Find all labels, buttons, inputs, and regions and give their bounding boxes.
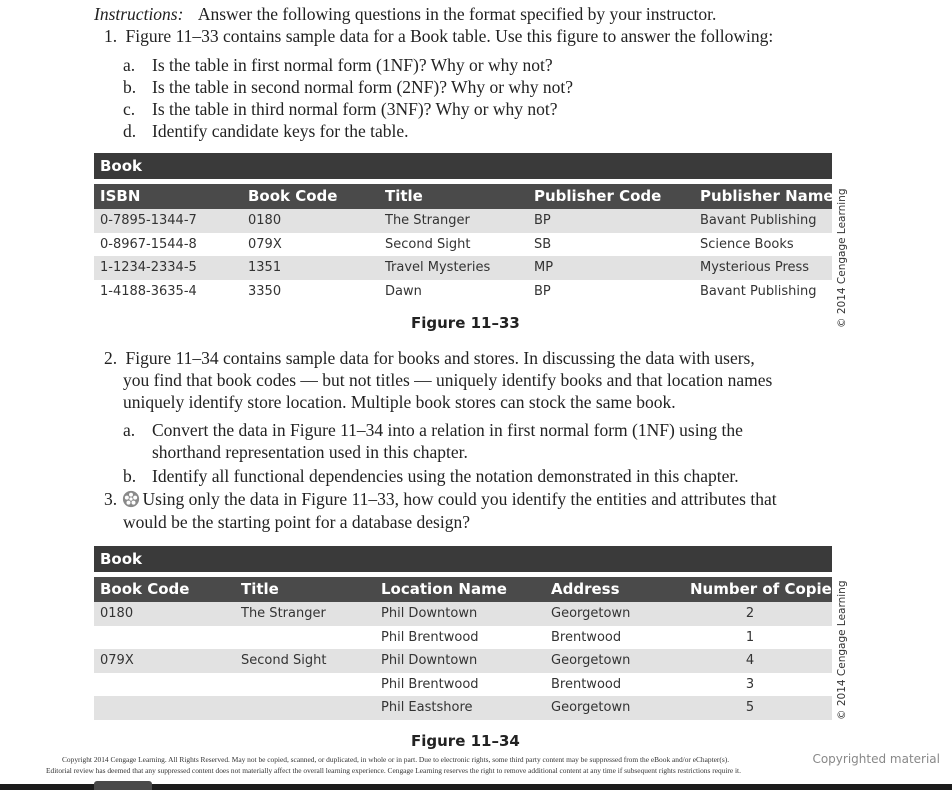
table-title: Book <box>94 153 832 179</box>
figure-caption: Figure 11–34 <box>411 732 520 750</box>
critical-thinking-star-icon <box>122 490 140 508</box>
question-1-item-d <box>123 120 409 142</box>
side-copyright: © 2014 Cengage Learning <box>836 188 848 328</box>
question-2-item-a-line: shorthand representation used in this chapter. <box>152 442 468 462</box>
cell-book-code: 079X <box>100 653 134 668</box>
question-2-item-a <box>123 419 743 441</box>
cell-number-of-copies: 1 <box>745 629 755 645</box>
footer-copyright-line-2: Editorial review has deemed that any suppressed content does not materially affect the overall learning experience. Cengage Learning reserves the right to remove additional content at any time if subsequent rights restrictions require it. <box>46 766 741 775</box>
item-letter: b. <box>123 77 137 97</box>
table-row <box>94 233 832 257</box>
cell-isbn: 0-7895-1344-7 <box>100 213 197 228</box>
table-header-row <box>94 577 841 602</box>
cell-location-name: Phil Downtown <box>381 606 478 621</box>
cell-book-code: 1351 <box>248 260 282 275</box>
cell-title: The Stranger <box>385 213 470 228</box>
cell-number-of-copies: 2 <box>745 606 755 621</box>
question-number: 3. <box>104 489 118 509</box>
cell-isbn: 0-8967-1544-8 <box>100 236 197 252</box>
question-3-line: would be the starting point for a database design? <box>123 512 470 532</box>
cell-address: Georgetown <box>551 700 631 715</box>
cell-publisher-name: Bavant Publishing <box>700 213 817 228</box>
cell-number-of-copies: 3 <box>745 676 755 692</box>
cell-book-code: 0180 <box>248 213 282 228</box>
header-location-name: Location Name <box>381 580 507 598</box>
cell-address: Brentwood <box>551 676 622 692</box>
item-text: Identify all functional dependencies using the notation demonstrated in this chapter. <box>152 466 739 486</box>
cell-title: Second Sight <box>241 653 327 668</box>
header-number-of-copies: Number of Copies <box>690 580 841 598</box>
question-2-line: uniquely identify store location. Multiple book stores can stock the same book. <box>123 392 676 412</box>
question-1 <box>104 25 773 47</box>
header-title: Title <box>241 580 279 598</box>
table-header-row <box>94 184 832 209</box>
table-row <box>94 256 832 280</box>
item-text: Convert the data in Figure 11–34 into a relation in first normal form (1NF) using the <box>152 420 743 440</box>
table-row <box>94 280 832 304</box>
item-text: Is the table in first normal form (1NF)? Why or why not? <box>152 55 553 75</box>
header-book-code: Book Code <box>100 580 190 598</box>
cell-publisher-code: SB <box>534 236 552 252</box>
figure-caption: Figure 11–33 <box>411 314 520 332</box>
question-text: Figure 11–33 contains sample data for a Book table. Use this figure to answer the following: <box>125 26 774 46</box>
item-letter: a. <box>123 55 136 75</box>
table-row <box>94 209 832 233</box>
cell-book-code: 3350 <box>248 283 282 299</box>
cell-publisher-name: Bavant Publishing <box>700 283 817 299</box>
header-title: Title <box>385 187 423 205</box>
question-2-item-b <box>123 465 739 487</box>
table-row <box>94 626 832 650</box>
cell-address: Georgetown <box>551 606 631 621</box>
cell-location-name: Phil Eastshore <box>381 700 473 715</box>
cell-publisher-name: Mysterious Press <box>700 260 810 275</box>
table-row <box>94 696 832 720</box>
question-1-item-b <box>123 76 574 98</box>
viewer-bottom-tab[interactable] <box>94 781 152 790</box>
copyrighted-material-label: Copyrighted material <box>812 752 940 766</box>
cell-publisher-code: MP <box>534 260 554 275</box>
cell-isbn: 1-4188-3635-4 <box>100 283 197 299</box>
item-letter: a. <box>123 420 136 440</box>
cell-publisher-code: BP <box>534 283 551 299</box>
question-1-item-a <box>123 54 553 76</box>
item-letter: d. <box>123 121 137 141</box>
cell-publisher-code: BP <box>534 213 551 228</box>
cell-location-name: Phil Brentwood <box>381 629 479 645</box>
question-text: Figure 11–34 contains sample data for books and stores. In discussing the data with users, <box>125 348 755 368</box>
instructions-line <box>94 3 716 25</box>
question-number: 1. <box>104 26 118 46</box>
book-table-figure-11-33 <box>94 153 832 303</box>
side-copyright: © 2014 Cengage Learning <box>836 580 848 720</box>
cell-address: Georgetown <box>551 653 631 668</box>
header-address: Address <box>551 580 620 598</box>
item-text: Is the table in third normal form (3NF)? Why or why not? <box>152 99 558 119</box>
question-3 <box>104 488 777 510</box>
header-publisher-code: Publisher Code <box>534 187 662 205</box>
instructions-label: Instructions: <box>94 4 184 24</box>
cell-number-of-copies: 4 <box>745 653 755 668</box>
header-book-code: Book Code <box>248 187 338 205</box>
item-letter: b. <box>123 466 137 486</box>
question-number: 2. <box>104 348 118 368</box>
item-text: Identify candidate keys for the table. <box>152 121 409 141</box>
cell-book-code: 079X <box>248 236 282 252</box>
item-text: Is the table in second normal form (2NF)? Why or why not? <box>152 77 574 97</box>
table-title: Book <box>94 546 832 572</box>
table-row <box>94 673 832 697</box>
question-2-line: you find that book codes — but not titles — uniquely identify books and that location names <box>123 370 773 390</box>
header-isbn: ISBN <box>100 187 141 205</box>
question-2 <box>104 347 755 369</box>
cell-title: Dawn <box>385 283 422 299</box>
cell-title: Second Sight <box>385 236 471 252</box>
cell-title: The Stranger <box>241 606 326 621</box>
cell-publisher-name: Science Books <box>700 236 794 252</box>
book-store-table-figure-11-34 <box>94 546 841 720</box>
instructions-text: Answer the following questions in the format specified by your instructor. <box>197 4 717 24</box>
cell-title: Travel Mysteries <box>385 260 491 275</box>
question-text: Using only the data in Figure 11–33, how could you identify the entities and attributes that <box>142 489 777 509</box>
header-publisher-name: Publisher Name <box>700 187 834 205</box>
table-row <box>94 602 832 626</box>
cell-number-of-copies: 5 <box>745 700 755 715</box>
question-1-item-c <box>123 98 558 120</box>
cell-book-code: 0180 <box>100 606 134 621</box>
cell-location-name: Phil Brentwood <box>381 676 479 692</box>
cell-location-name: Phil Downtown <box>381 653 478 668</box>
cell-isbn: 1-1234-2334-5 <box>100 260 197 275</box>
cell-address: Brentwood <box>551 629 622 645</box>
item-letter: c. <box>123 99 136 119</box>
table-row <box>94 649 832 673</box>
footer-copyright-line-1: Copyright 2014 Cengage Learning. All Rights Reserved. May not be copied, scanned, or duplicated, in whole or in part. Due to electronic rights, some third party content may be suppressed from the eBook and/or eChapter(s). <box>62 755 730 764</box>
